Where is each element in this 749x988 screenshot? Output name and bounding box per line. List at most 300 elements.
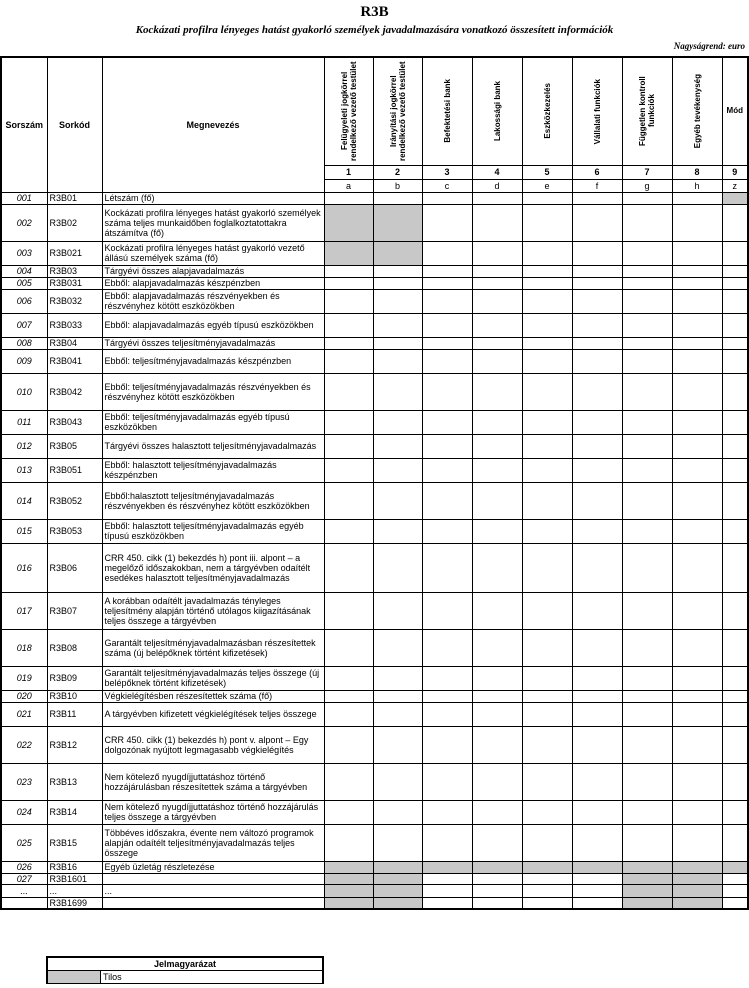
data-cell-6[interactable]	[572, 690, 622, 702]
data-cell-8[interactable]	[672, 434, 722, 458]
data-cell-4[interactable]	[472, 241, 522, 265]
data-cell-7[interactable]	[622, 482, 672, 519]
data-cell-9[interactable]	[722, 519, 748, 543]
data-cell-4[interactable]	[472, 277, 522, 289]
data-cell-9[interactable]	[722, 337, 748, 349]
data-cell-9[interactable]	[722, 824, 748, 861]
data-cell-3[interactable]	[422, 763, 472, 800]
data-cell-2[interactable]	[373, 337, 422, 349]
data-cell-3[interactable]	[422, 666, 472, 690]
data-cell-2[interactable]	[373, 519, 422, 543]
col-letter-5: e	[522, 179, 572, 192]
data-cell-9[interactable]	[722, 873, 748, 884]
data-cell-9[interactable]	[722, 204, 748, 241]
col-letter-7: g	[622, 179, 672, 192]
data-cell-4	[472, 861, 522, 873]
table-row	[1, 702, 748, 726]
data-cell-8[interactable]	[672, 726, 722, 763]
data-cell-1[interactable]	[324, 592, 373, 629]
data-cell-3[interactable]	[422, 265, 472, 277]
data-cell-1[interactable]	[324, 690, 373, 702]
data-cell-7[interactable]	[622, 277, 672, 289]
data-cell-7[interactable]	[622, 289, 672, 313]
data-cell-5[interactable]	[522, 690, 572, 702]
data-cell-1	[324, 204, 373, 241]
data-cell-2[interactable]	[373, 265, 422, 277]
data-cell-3[interactable]	[422, 702, 472, 726]
data-cell-8[interactable]	[672, 543, 722, 592]
data-cell-4[interactable]	[472, 592, 522, 629]
row-sorszam: 007	[1, 313, 47, 337]
data-cell-5[interactable]	[522, 289, 572, 313]
row-sorszam: 027	[1, 873, 47, 884]
table-row	[1, 763, 748, 800]
data-cell-7[interactable]	[622, 349, 672, 373]
data-cell-1[interactable]	[324, 337, 373, 349]
data-cell-6[interactable]	[572, 204, 622, 241]
data-cell-7	[622, 861, 672, 873]
data-cell-8[interactable]	[672, 763, 722, 800]
data-cell-1	[324, 897, 373, 909]
col-letter-3: c	[422, 179, 472, 192]
data-cell-6[interactable]	[572, 349, 622, 373]
data-cell-3[interactable]	[422, 519, 472, 543]
data-cell-9[interactable]	[722, 265, 748, 277]
data-cell-7[interactable]	[622, 458, 672, 482]
data-cell-2[interactable]	[373, 349, 422, 373]
data-cell-1[interactable]	[324, 800, 373, 824]
data-cell-2[interactable]	[373, 800, 422, 824]
data-cell-2[interactable]	[373, 543, 422, 592]
data-cell-2[interactable]	[373, 434, 422, 458]
data-cell-3[interactable]	[422, 192, 472, 204]
data-cell-9[interactable]	[722, 277, 748, 289]
data-cell-1[interactable]	[324, 313, 373, 337]
data-cell-8[interactable]	[672, 277, 722, 289]
col-header-9: Mód	[722, 57, 748, 165]
data-cell-5[interactable]	[522, 800, 572, 824]
data-cell-8[interactable]	[672, 482, 722, 519]
data-cell-9[interactable]	[722, 592, 748, 629]
row-sorkod: R3B06	[47, 543, 102, 592]
data-cell-3[interactable]	[422, 289, 472, 313]
row-sorszam: 012	[1, 434, 47, 458]
data-cell-6[interactable]	[572, 458, 622, 482]
data-cell-2[interactable]	[373, 482, 422, 519]
data-cell-8[interactable]	[672, 241, 722, 265]
data-cell-2[interactable]	[373, 690, 422, 702]
data-cell-8[interactable]	[672, 800, 722, 824]
data-cell-6[interactable]	[572, 824, 622, 861]
data-cell-9[interactable]	[722, 482, 748, 519]
row-description: Ebből:halasztott teljesítményjavadalmazás részvényekben és részvényhez kötött eszközökben	[102, 482, 324, 519]
data-cell-6[interactable]	[572, 666, 622, 690]
data-cell-4[interactable]	[472, 702, 522, 726]
data-cell-7	[622, 873, 672, 884]
data-cell-4[interactable]	[472, 897, 522, 909]
data-cell-4[interactable]	[472, 543, 522, 592]
data-cell-4[interactable]	[472, 884, 522, 897]
data-cell-5[interactable]	[522, 349, 572, 373]
data-cell-5[interactable]	[522, 726, 572, 763]
data-cell-1[interactable]	[324, 349, 373, 373]
col-letter-4: d	[472, 179, 522, 192]
data-cell-1[interactable]	[324, 373, 373, 410]
data-cell-2[interactable]	[373, 726, 422, 763]
data-cell-7[interactable]	[622, 666, 672, 690]
row-sorkod: R3B02	[47, 204, 102, 241]
data-cell-6	[572, 861, 622, 873]
row-sorszam: 002	[1, 204, 47, 241]
data-cell-6[interactable]	[572, 241, 622, 265]
data-cell-5[interactable]	[522, 277, 572, 289]
data-cell-7[interactable]	[622, 204, 672, 241]
data-cell-8[interactable]	[672, 313, 722, 337]
data-cell-6[interactable]	[572, 289, 622, 313]
row-sorkod: R3B08	[47, 629, 102, 666]
data-cell-2[interactable]	[373, 458, 422, 482]
data-cell-1[interactable]	[324, 519, 373, 543]
data-cell-2[interactable]	[373, 592, 422, 629]
data-cell-8[interactable]	[672, 337, 722, 349]
data-cell-7[interactable]	[622, 690, 672, 702]
data-cell-6[interactable]	[572, 726, 622, 763]
data-cell-7[interactable]	[622, 629, 672, 666]
data-cell-3[interactable]	[422, 592, 472, 629]
row-sorkod: R3B10	[47, 690, 102, 702]
data-cell-8[interactable]	[672, 690, 722, 702]
row-sorszam: 013	[1, 458, 47, 482]
data-cell-9[interactable]	[722, 690, 748, 702]
data-cell-4[interactable]	[472, 726, 522, 763]
row-sorkod: R3B04	[47, 337, 102, 349]
data-cell-5[interactable]	[522, 373, 572, 410]
data-cell-6[interactable]	[572, 192, 622, 204]
data-cell-3[interactable]	[422, 629, 472, 666]
data-cell-4[interactable]	[472, 289, 522, 313]
data-cell-2[interactable]	[373, 313, 422, 337]
data-cell-3[interactable]	[422, 458, 472, 482]
data-cell-3[interactable]	[422, 434, 472, 458]
table-row	[1, 861, 748, 873]
data-cell-9[interactable]	[722, 289, 748, 313]
col-letter-6: f	[572, 179, 622, 192]
data-cell-4[interactable]	[472, 313, 522, 337]
data-cell-4[interactable]	[472, 482, 522, 519]
row-sorszam: 015	[1, 519, 47, 543]
data-cell-3[interactable]	[422, 410, 472, 434]
data-cell-7[interactable]	[622, 726, 672, 763]
data-cell-3[interactable]	[422, 241, 472, 265]
data-cell-1[interactable]	[324, 434, 373, 458]
row-sorszam: 016	[1, 543, 47, 592]
data-cell-5[interactable]	[522, 519, 572, 543]
data-cell-9[interactable]	[722, 763, 748, 800]
data-cell-8[interactable]	[672, 519, 722, 543]
data-cell-2[interactable]	[373, 702, 422, 726]
row-description: Tárgyévi összes teljesítményjavadalmazás	[102, 337, 324, 349]
data-cell-5[interactable]	[522, 897, 572, 909]
row-description: Ebből: teljesítményjavadalmazás egyéb típusú eszközökben	[102, 410, 324, 434]
data-cell-8[interactable]	[672, 629, 722, 666]
data-cell-3[interactable]	[422, 543, 472, 592]
row-description: Ebből: halasztott teljesítményjavadalmazás egyéb típusú eszközökben	[102, 519, 324, 543]
data-cell-5[interactable]	[522, 884, 572, 897]
data-cell-5[interactable]	[522, 482, 572, 519]
data-cell-2[interactable]	[373, 373, 422, 410]
data-cell-7[interactable]	[622, 241, 672, 265]
data-cell-5[interactable]	[522, 873, 572, 884]
data-cell-7[interactable]	[622, 543, 672, 592]
data-cell-9[interactable]	[722, 884, 748, 897]
data-cell-7[interactable]	[622, 592, 672, 629]
data-cell-1[interactable]	[324, 629, 373, 666]
data-cell-8[interactable]	[672, 204, 722, 241]
data-cell-9	[722, 861, 748, 873]
data-cell-9[interactable]	[722, 434, 748, 458]
row-description	[102, 873, 324, 884]
data-cell-1[interactable]	[324, 763, 373, 800]
data-cell-1[interactable]	[324, 277, 373, 289]
data-cell-7[interactable]	[622, 763, 672, 800]
data-cell-4[interactable]	[472, 873, 522, 884]
data-cell-1[interactable]	[324, 702, 373, 726]
data-cell-2[interactable]	[373, 666, 422, 690]
data-cell-7	[622, 884, 672, 897]
data-cell-6[interactable]	[572, 702, 622, 726]
data-cell-1[interactable]	[324, 726, 373, 763]
col-number-5: 5	[522, 165, 572, 179]
row-sorszam	[1, 897, 47, 909]
data-cell-8[interactable]	[672, 265, 722, 277]
data-cell-3[interactable]	[422, 897, 472, 909]
data-cell-5[interactable]	[522, 313, 572, 337]
data-cell-2[interactable]	[373, 289, 422, 313]
col-header-5: Eszközkezelés	[522, 57, 572, 165]
row-sorkod: R3B033	[47, 313, 102, 337]
data-cell-3[interactable]	[422, 884, 472, 897]
data-cell-6[interactable]	[572, 277, 622, 289]
data-cell-1[interactable]	[324, 289, 373, 313]
data-cell-8[interactable]	[672, 458, 722, 482]
data-cell-1[interactable]	[324, 666, 373, 690]
data-cell-4[interactable]	[472, 763, 522, 800]
data-cell-6[interactable]	[572, 629, 622, 666]
col-number-7: 7	[622, 165, 672, 179]
data-cell-4[interactable]	[472, 690, 522, 702]
data-cell-7[interactable]	[622, 313, 672, 337]
data-cell-9[interactable]	[722, 410, 748, 434]
data-cell-6[interactable]	[572, 482, 622, 519]
data-cell-3[interactable]	[422, 337, 472, 349]
data-cell-4[interactable]	[472, 337, 522, 349]
data-cell-9[interactable]	[722, 800, 748, 824]
data-cell-7[interactable]	[622, 434, 672, 458]
data-cell-5[interactable]	[522, 204, 572, 241]
data-cell-6[interactable]	[572, 897, 622, 909]
data-cell-4[interactable]	[472, 629, 522, 666]
data-cell-6[interactable]	[572, 543, 622, 592]
data-cell-5[interactable]	[522, 702, 572, 726]
data-cell-6[interactable]	[572, 763, 622, 800]
data-cell-4[interactable]	[472, 410, 522, 434]
data-cell-9[interactable]	[722, 702, 748, 726]
row-sorszam: 006	[1, 289, 47, 313]
data-cell-4[interactable]	[472, 458, 522, 482]
row-description: Egyéb üzletág részletezése	[102, 861, 324, 873]
data-cell-9[interactable]	[722, 666, 748, 690]
data-cell-8[interactable]	[672, 410, 722, 434]
data-cell-4[interactable]	[472, 192, 522, 204]
data-cell-2	[373, 897, 422, 909]
data-cell-5[interactable]	[522, 824, 572, 861]
data-cell-4[interactable]	[472, 373, 522, 410]
col-letter-8: h	[672, 179, 722, 192]
data-cell-3[interactable]	[422, 313, 472, 337]
data-cell-8[interactable]	[672, 666, 722, 690]
data-cell-8[interactable]	[672, 702, 722, 726]
data-cell-7[interactable]	[622, 337, 672, 349]
data-cell-5[interactable]	[522, 763, 572, 800]
row-sorkod: ...	[47, 884, 102, 897]
data-cell-2[interactable]	[373, 410, 422, 434]
data-cell-1	[324, 241, 373, 265]
data-cell-6[interactable]	[572, 337, 622, 349]
data-table	[0, 56, 749, 910]
data-cell-7[interactable]	[622, 702, 672, 726]
data-cell-6[interactable]	[572, 884, 622, 897]
data-cell-3[interactable]	[422, 726, 472, 763]
data-cell-4[interactable]	[472, 265, 522, 277]
data-cell-4[interactable]	[472, 666, 522, 690]
data-cell-2[interactable]	[373, 763, 422, 800]
row-description: Nem kötelező nyugdíjjuttatáshoz történő hozzájárulás teljes összege a tárgyévben	[102, 800, 324, 824]
row-sorkod: R3B03	[47, 265, 102, 277]
data-cell-6[interactable]	[572, 519, 622, 543]
data-cell-7[interactable]	[622, 519, 672, 543]
row-sorkod: R3B021	[47, 241, 102, 265]
data-cell-8[interactable]	[672, 824, 722, 861]
row-description: Ebből: teljesítményjavadalmazás részvényekben és részvényhez kötött eszközökben	[102, 373, 324, 410]
table-row	[1, 873, 748, 884]
data-cell-9[interactable]	[722, 629, 748, 666]
data-cell-6[interactable]	[572, 313, 622, 337]
row-description: Ebből: alapjavadalmazás részvényekben és részvényhez kötött eszközökben	[102, 289, 324, 313]
data-cell-4[interactable]	[472, 349, 522, 373]
data-cell-7[interactable]	[622, 824, 672, 861]
data-cell-8[interactable]	[672, 373, 722, 410]
col-header-3: Befektetési bank	[422, 57, 472, 165]
data-cell-1[interactable]	[324, 482, 373, 519]
data-cell-6[interactable]	[572, 373, 622, 410]
data-cell-3[interactable]	[422, 824, 472, 861]
data-cell-9[interactable]	[722, 726, 748, 763]
data-cell-3[interactable]	[422, 690, 472, 702]
data-cell-1[interactable]	[324, 192, 373, 204]
data-cell-9[interactable]	[722, 458, 748, 482]
data-cell-4[interactable]	[472, 800, 522, 824]
data-cell-6[interactable]	[572, 873, 622, 884]
data-cell-6[interactable]	[572, 265, 622, 277]
data-cell-5[interactable]	[522, 337, 572, 349]
data-cell-9[interactable]	[722, 373, 748, 410]
col-letter-1: a	[324, 179, 373, 192]
megnevezes-header: Megnevezés	[102, 57, 324, 192]
row-sorszam: 023	[1, 763, 47, 800]
data-cell-5[interactable]	[522, 434, 572, 458]
data-cell-9[interactable]	[722, 313, 748, 337]
data-cell-6[interactable]	[572, 434, 622, 458]
table-row	[1, 265, 748, 277]
row-sorszam: 021	[1, 702, 47, 726]
data-cell-5[interactable]	[522, 192, 572, 204]
data-cell-3[interactable]	[422, 373, 472, 410]
row-sorkod: R3B1601	[47, 873, 102, 884]
data-cell-4[interactable]	[472, 519, 522, 543]
data-cell-5[interactable]	[522, 241, 572, 265]
data-cell-9[interactable]	[722, 241, 748, 265]
data-cell-7[interactable]	[622, 265, 672, 277]
data-cell-8[interactable]	[672, 592, 722, 629]
data-cell-2[interactable]	[373, 192, 422, 204]
data-cell-1[interactable]	[324, 265, 373, 277]
data-cell-1[interactable]	[324, 543, 373, 592]
data-cell-4[interactable]	[472, 204, 522, 241]
row-description: Kockázati profilra lényeges hatást gyakorló vezető állású személyek száma (fő)	[102, 241, 324, 265]
data-cell-5[interactable]	[522, 666, 572, 690]
data-cell-6[interactable]	[572, 592, 622, 629]
data-cell-2[interactable]	[373, 629, 422, 666]
data-cell-8[interactable]	[672, 349, 722, 373]
data-cell-3[interactable]	[422, 204, 472, 241]
data-cell-6[interactable]	[572, 410, 622, 434]
row-sorkod: R3B031	[47, 277, 102, 289]
data-cell-1[interactable]	[324, 410, 373, 434]
row-description: ...	[102, 884, 324, 897]
data-cell-9[interactable]	[722, 349, 748, 373]
data-cell-6[interactable]	[572, 800, 622, 824]
data-cell-2[interactable]	[373, 824, 422, 861]
data-cell-7[interactable]	[622, 800, 672, 824]
data-cell-7[interactable]	[622, 410, 672, 434]
data-cell-7[interactable]	[622, 192, 672, 204]
data-cell-4[interactable]	[472, 434, 522, 458]
data-cell-7[interactable]	[622, 373, 672, 410]
data-cell-9[interactable]	[722, 897, 748, 909]
row-description: Ebből: alapjavadalmazás egyéb típusú eszközökben	[102, 313, 324, 337]
data-cell-3[interactable]	[422, 277, 472, 289]
data-cell-5[interactable]	[522, 543, 572, 592]
data-cell-3[interactable]	[422, 873, 472, 884]
row-description: Tárgyévi összes alapjavadalmazás	[102, 265, 324, 277]
data-cell-3[interactable]	[422, 482, 472, 519]
data-cell-5[interactable]	[522, 629, 572, 666]
data-cell-5[interactable]	[522, 265, 572, 277]
data-cell-3[interactable]	[422, 349, 472, 373]
data-cell-8[interactable]	[672, 289, 722, 313]
data-cell-3[interactable]	[422, 800, 472, 824]
row-sorszam: ...	[1, 884, 47, 897]
data-cell-5[interactable]	[522, 592, 572, 629]
data-cell-5[interactable]	[522, 458, 572, 482]
data-cell-4[interactable]	[472, 824, 522, 861]
data-cell-2[interactable]	[373, 277, 422, 289]
data-cell-1[interactable]	[324, 824, 373, 861]
data-cell-5[interactable]	[522, 410, 572, 434]
data-cell-8[interactable]	[672, 192, 722, 204]
data-cell-9[interactable]	[722, 543, 748, 592]
data-cell-1[interactable]	[324, 458, 373, 482]
